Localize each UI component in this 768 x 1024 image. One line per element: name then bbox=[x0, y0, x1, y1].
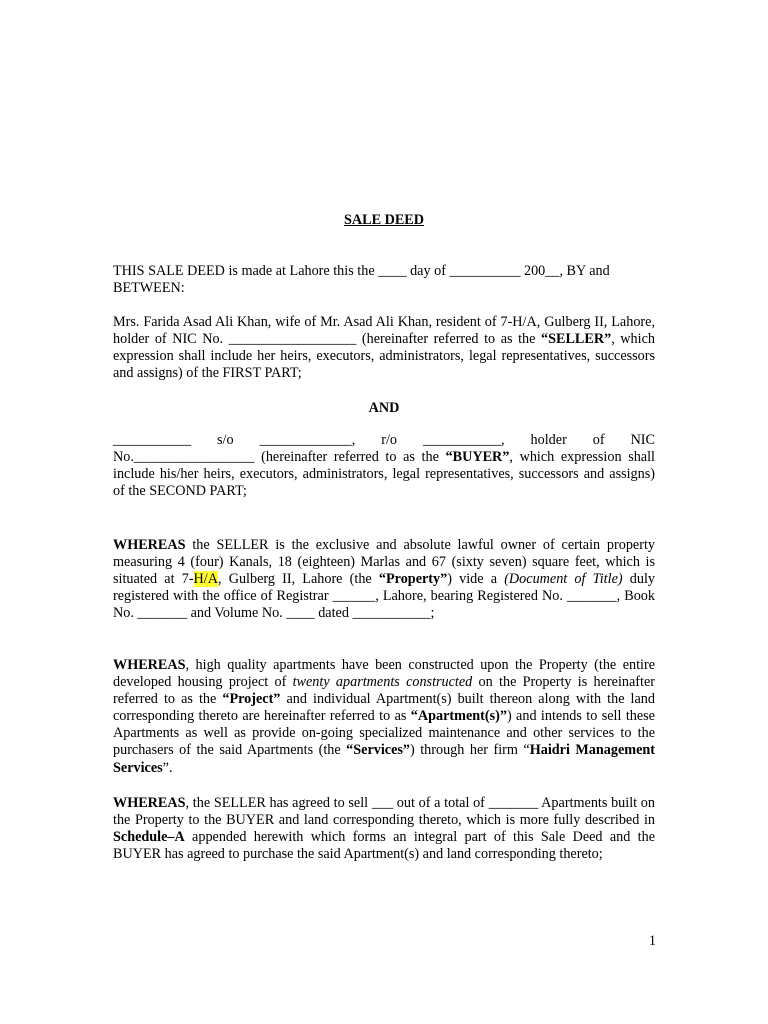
buyer-blank-name: ___________ bbox=[113, 432, 192, 448]
buyer-holder: holder bbox=[530, 432, 567, 448]
whereas-2-text-2: on the Property is hereinafter referred to as the bbox=[113, 674, 655, 708]
document-of-title: (Document of Title) bbox=[504, 571, 623, 588]
buyer-rest bbox=[113, 449, 655, 500]
whereas-paragraph-3 bbox=[113, 795, 655, 863]
whereas-2-text-1: , high quality apartments have been constructed upon the Property (the entire developed housing project of bbox=[113, 657, 655, 691]
seller-paragraph bbox=[113, 314, 655, 382]
firm-name: Haidri Management Services bbox=[113, 742, 655, 776]
and-separator: AND bbox=[368, 400, 400, 416]
whereas-3-text-1: , the SELLER has agreed to sell ___ out of a total of _______ Apartments built on the Property to the BUYER and land corresponding thereto, which is more fully described in bbox=[113, 795, 655, 829]
seller-text-2: , which expression shall include her heirs, executors, administrators, legal representatives, successors and assigns) of the FIRST PART; bbox=[113, 331, 655, 382]
whereas-2-text-5: ) through her firm “ bbox=[409, 742, 530, 759]
whereas-3-lead: WHEREAS bbox=[113, 795, 186, 811]
seller-text-1: Mrs. Farida Asad Ali Khan, wife of Mr. Asad Ali Khan, resident of 7-H/A, Gulberg II, Lahore, holder of NIC No. __________________ (hereinafter referred to as the bbox=[113, 314, 655, 348]
buyer-label: “BUYER” bbox=[445, 449, 510, 466]
project-label: “Project” bbox=[222, 691, 281, 708]
whereas-3-text-2: appended herewith which forms an integral part of this Sale Deed and the BUYER has agreed to purchase the said Apartment(s) and land corresponding thereto; bbox=[113, 829, 655, 863]
whereas-2-text-6: ”. bbox=[162, 759, 173, 776]
buyer-line-1 bbox=[113, 432, 655, 449]
whereas-paragraph-1 bbox=[113, 537, 655, 622]
buyer-so: s/o bbox=[217, 432, 234, 448]
twenty-apartments-italic: twenty apartments constructed bbox=[292, 674, 473, 691]
page-number: 1 bbox=[648, 933, 656, 949]
whereas-1-text-3: ) vide a bbox=[447, 571, 505, 588]
buyer-text-2: , which expression shall include his/her heirs, executors, administrators, legal representatives, successors and assigns) of the SECOND PART; bbox=[113, 449, 655, 500]
buyer-ro: r/o bbox=[381, 432, 398, 448]
whereas-1-text-1: the SELLER is the exclusive and absolute lawful owner of certain property measuring 4 (four) Kanals, 18 (eighteen) Marlas and 67 (sixty seven) square feet, which is situated at 7- bbox=[113, 537, 655, 588]
services-label: “Services” bbox=[346, 742, 410, 759]
apartment-label: “Apartment(s)” bbox=[410, 708, 507, 725]
whereas-1-lead: WHEREAS bbox=[113, 537, 186, 553]
seller-label: “SELLER” bbox=[541, 331, 612, 348]
buyer-text-1: No._________________ (hereinafter referred to as the bbox=[113, 449, 446, 466]
buyer-blank-father: _____________, bbox=[259, 432, 356, 448]
whereas-1-text-2: , Gulberg II, Lahore (the bbox=[217, 571, 379, 588]
whereas-2-text-4: ) and intends to sell these Apartments as well as provide on-going specialized maintenance and other services to the purchasers of the said Apartments (the bbox=[113, 708, 655, 759]
whereas-2-text-3: and individual Apartment(s) built thereon along with the land corresponding thereto are hereinafter referred to as bbox=[113, 691, 655, 725]
whereas-2-lead: WHEREAS bbox=[113, 657, 186, 673]
document-title: SALE DEED bbox=[343, 212, 425, 228]
buyer-paragraph bbox=[113, 432, 655, 500]
whereas-paragraph-2 bbox=[113, 657, 655, 777]
intro-text-1: THIS SALE DEED is made at Lahore this the ____ day of __________ 200__, BY and bbox=[113, 263, 610, 279]
schedule-a-label: Schedule–A bbox=[113, 829, 185, 846]
property-label: “Property” bbox=[378, 571, 448, 588]
buyer-nic: NIC bbox=[630, 432, 655, 448]
buyer-blank-residence: ___________, bbox=[423, 432, 505, 448]
intro-paragraph bbox=[113, 263, 655, 297]
intro-line-2: BETWEEN: bbox=[113, 280, 185, 297]
intro-line-1 bbox=[113, 263, 655, 280]
whereas-1-text-4: duly registered with the office of Registrar ______, Lahore, bearing Registered No. _______, Book No. _______ and Volume No. ____ dated ___________; bbox=[113, 571, 655, 622]
buyer-of: of bbox=[592, 432, 605, 448]
address-highlight: H/A bbox=[193, 571, 218, 588]
